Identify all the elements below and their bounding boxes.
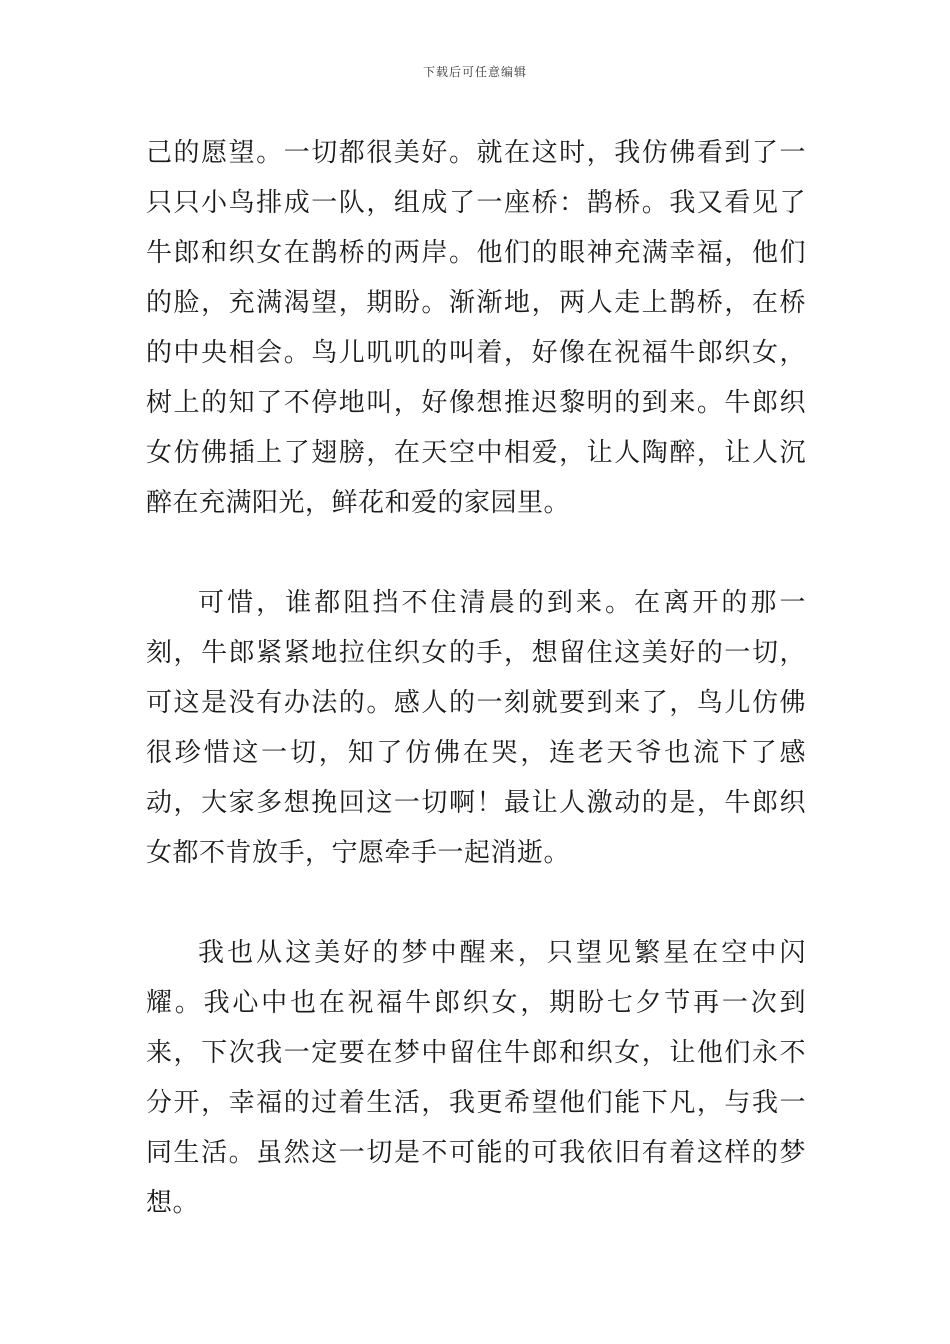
paragraph-1: 己的愿望。一切都很美好。就在这时，我仿佛看到了一只只小鸟排成一队，组成了一座桥：鹊桥。我又看见了牛郎和织女在鹊桥的两岸。他们的眼神充满幸福，他们的脸，充满渴望，期盼。渐渐地，两人走上鹊桥，在桥的中央相会。鸟儿叽叽的叫着，好像在祝福牛郎织女，树上的知了不停地叫，好像想推迟黎明的到来。牛郎织女仿佛插上了翅膀，在天空中相爱，让人陶醉，让人沉醉在充满阳光，鲜花和爱的家园里。: [146, 138, 806, 518]
document-body: [146, 128, 806, 1228]
paragraph-3: 我也从这美好的梦中醒来，只望见繁星在空中闪耀。我心中也在祝福牛郎织女，期盼七夕节再一次到来，下次我一定要在梦中留住牛郎和织女，让他们永不分开，幸福的过着生活，我更希望他们能下凡，与我一同生活。虽然这一切是不可能的可我依旧有着这样的梦想。: [146, 938, 806, 1218]
page-header: 下载后可任意编辑: [422, 65, 527, 79]
paragraph-2: 可惜，谁都阻挡不住清晨的到来。在离开的那一刻，牛郎紧紧地拉住织女的手，想留住这美好的一切，可这是没有办法的。感人的一刻就要到来了，鸟儿仿佛很珍惜这一切，知了仿佛在哭，连老天爷也流下了感动，大家多想挽回这一切啊！最让人激动的是，牛郎织女都不肯放手，宁愿牵手一起消逝。: [146, 588, 806, 868]
